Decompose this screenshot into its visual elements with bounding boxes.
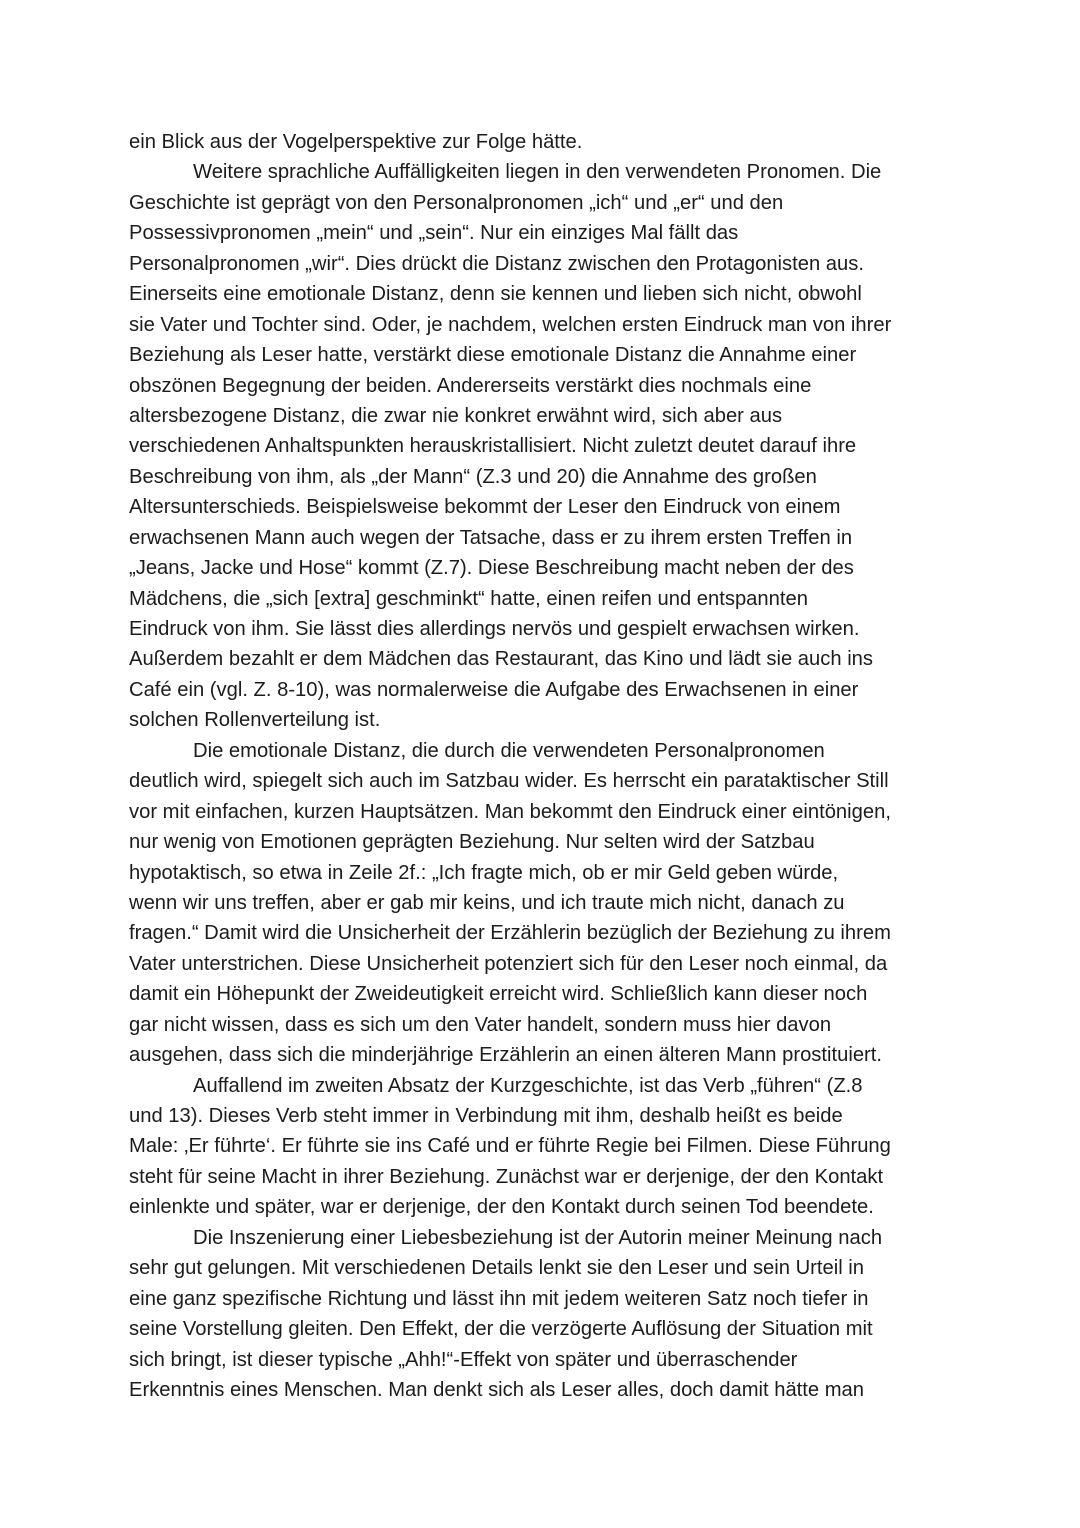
text-line: „Jeans, Jacke und Hose“ kommt (Z.7). Diese Beschreibung macht neben der des <box>129 557 854 580</box>
text-line: altersbezogene Distanz, die zwar nie konkret erwähnt wird, sich aber aus <box>129 404 783 427</box>
text-line: Beschreibung von ihm, als „der Mann“ (Z.3 und 20) die Annahme des großen <box>129 465 817 488</box>
text-line: seine Vorstellung gleiten. Den Effekt, der die verzögerte Auflösung der Situation mit <box>129 1318 873 1341</box>
text-line: erwachsenen Mann auch wegen der Tatsache, dass er zu ihrem ersten Treffen in <box>129 526 853 549</box>
paragraph-first-line: Die Inszenierung einer Liebesbeziehung ist der Autorin meiner Meinung nach <box>193 1226 883 1249</box>
document-body-text <box>129 127 1029 1405</box>
text-line: Possessivpronomen „mein“ und „sein“. Nur ein einziges Mal fällt das <box>129 222 739 245</box>
text-line: damit ein Höhepunkt der Zweideutigkeit erreicht wird. Schließlich kann dieser noch <box>129 983 868 1006</box>
text-line: Male: ‚Er führte‘. Er führte sie ins Café und er führte Regie bei Filmen. Diese Führung <box>129 1135 891 1158</box>
paragraph-first-line: Auffallend im zweiten Absatz der Kurzgeschichte, ist das Verb „führen“ (Z.8 <box>193 1074 863 1097</box>
text-line: Erkenntnis eines Menschen. Man denkt sich als Leser alles, doch damit hätte man <box>129 1378 864 1401</box>
text-line: Vater unterstrichen. Diese Unsicherheit potenziert sich für den Leser noch einmal, da <box>129 952 888 975</box>
text-line: sie Vater und Tochter sind. Oder, je nachdem, welchen ersten Eindruck man von ihrer <box>129 313 892 336</box>
text-line: ausgehen, dass sich die minderjährige Erzählerin an einen älteren Mann prostituiert. <box>129 1044 882 1067</box>
text-line: Café ein (vgl. Z. 8-10), was normalerweise die Aufgabe des Erwachsenen in einer <box>129 678 859 701</box>
text-line: Einerseits eine emotionale Distanz, denn sie kennen und lieben sich nicht, obwohl <box>129 283 862 306</box>
text-line: wenn wir uns treffen, aber er gab mir keins, und ich traute mich nicht, danach zu <box>129 891 845 914</box>
text-line: fragen.“ Damit wird die Unsicherheit der Erzählerin bezüglich der Beziehung zu ihrem <box>129 922 891 945</box>
text-line: solchen Rollenverteilung ist. <box>129 709 381 732</box>
paragraph-first-line: Weitere sprachliche Auffälligkeiten liegen in den verwendeten Pronomen. Die <box>193 161 882 184</box>
text-line: Beziehung als Leser hatte, verstärkt diese emotionale Distanz die Annahme einer <box>129 344 857 367</box>
text-line: vor mit einfachen, kurzen Hauptsätzen. Man bekommt den Eindruck einer eintönigen, <box>129 800 891 823</box>
text-line: Eindruck von ihm. Sie lässt dies allerdings nervös und gespielt erwachsen wirken. <box>129 618 860 640</box>
text-line: Außerdem bezahlt er dem Mädchen das Restaurant, das Kino und lädt sie auch ins <box>129 648 874 671</box>
paragraph-first-line: Die emotionale Distanz, die durch die verwendeten Personalpronomen <box>193 739 825 762</box>
text-line: sehr gut gelungen. Mit verschiedenen Details lenkt sie den Leser und sein Urteil in <box>129 1257 865 1280</box>
text-line: Personalpronomen „wir“. Dies drückt die Distanz zwischen den Protagonisten aus. <box>129 252 864 275</box>
text-line: und 13). Dieses Verb steht immer in Verbindung mit ihm, deshalb heißt es beide <box>129 1105 843 1127</box>
text-line: einlenkte und später, war er derjenige, der den Kontakt durch seinen Tod beendete. <box>129 1196 874 1219</box>
text-line: nur wenig von Emotionen geprägten Beziehung. Nur selten wird der Satzbau <box>129 831 815 854</box>
text-line: hypotaktisch, so etwa in Zeile 2f.: „Ich fragte mich, ob er mir Geld geben würde, <box>129 861 839 884</box>
text-line: obszönen Begegnung der beiden. Andererseits verstärkt dies nochmals eine <box>129 374 812 397</box>
text-line: gar nicht wissen, dass es sich um den Vater handelt, sondern muss hier davon <box>129 1013 832 1036</box>
text-line: ein Blick aus der Vogelperspektive zur Folge hätte. <box>129 131 583 153</box>
text-line: sich bringt, ist dieser typische „Ahh!“-Effekt von später und überraschender <box>129 1348 798 1371</box>
text-line: Geschichte ist geprägt von den Personalpronomen „ich“ und „er“ und den <box>129 191 784 214</box>
text-line: Mädchens, die „sich [extra] geschminkt“ hatte, einen reifen und entspannten <box>129 587 808 610</box>
text-line: verschiedenen Anhaltspunkten herauskristallisiert. Nicht zuletzt deutet darauf ihre <box>129 435 857 458</box>
text-line: deutlich wird, spiegelt sich auch im Satzbau wider. Es herrscht ein parataktischer Still <box>129 770 889 793</box>
text-line: eine ganz spezifische Richtung und lässt ihn mit jedem weiteren Satz noch tiefer in <box>129 1287 869 1310</box>
text-line: Altersunterschieds. Beispielsweise bekommt der Leser den Eindruck von einem <box>129 496 841 519</box>
text-line: steht für seine Macht in ihrer Beziehung. Zunächst war er derjenige, der den Kontakt <box>129 1165 884 1188</box>
